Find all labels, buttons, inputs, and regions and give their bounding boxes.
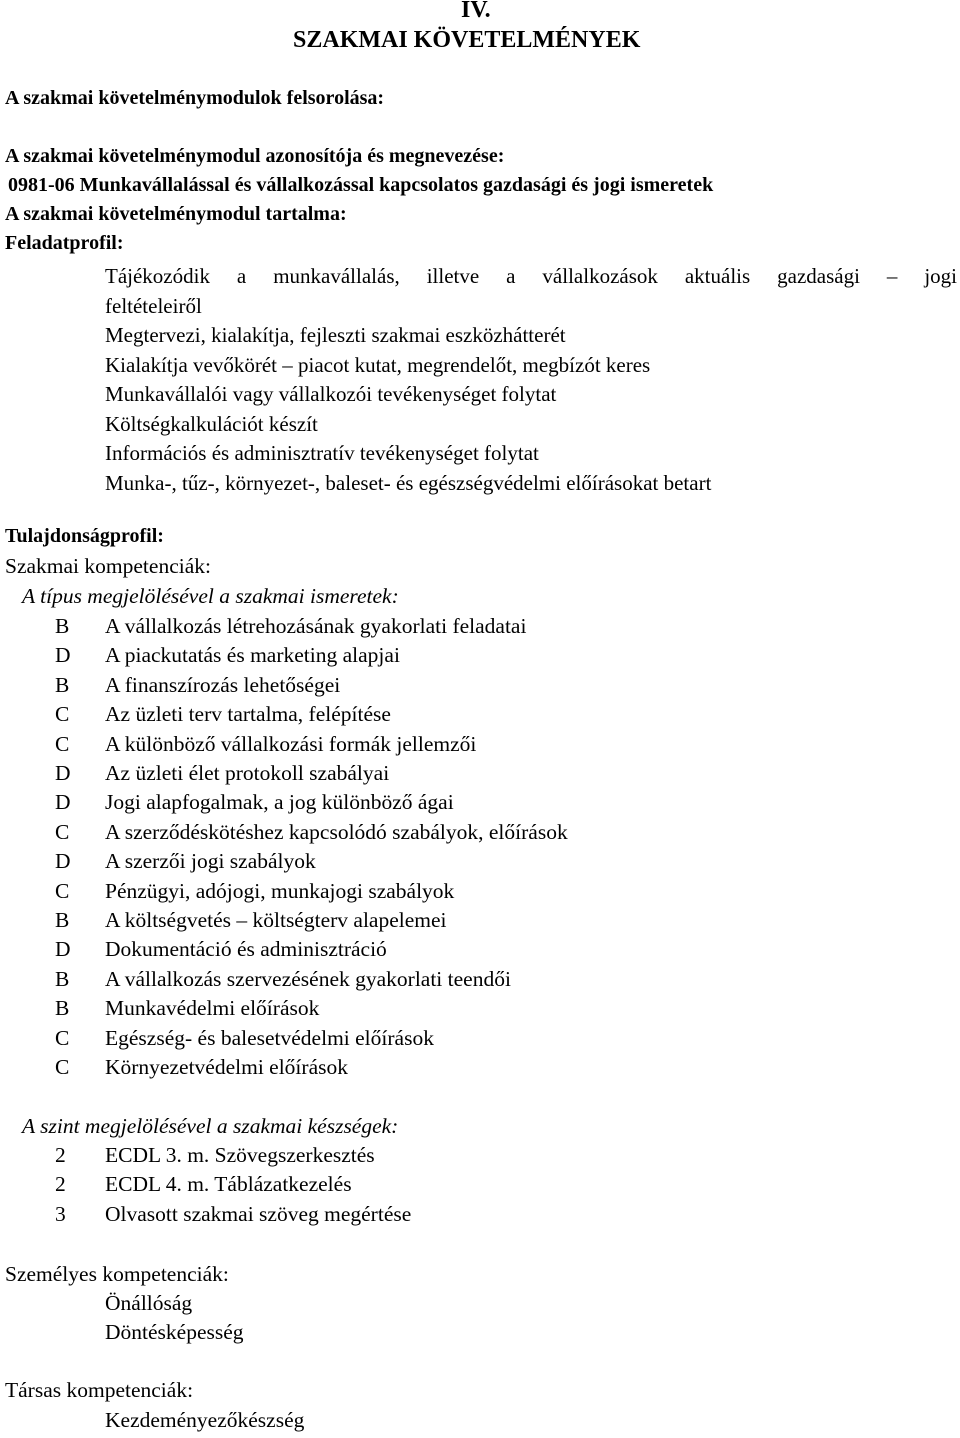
type-letter: B	[55, 908, 70, 932]
item-text: Olvasott szakmai szöveg megértése	[105, 1201, 412, 1226]
item-text: Jogi alapfogalmak, a jog különböző ágai	[105, 790, 454, 815]
level-number: 2	[55, 1143, 66, 1167]
type-letter: C	[55, 819, 70, 844]
item-text: Környezetvédelmi előírások	[105, 1055, 348, 1079]
szemelyes-item: Önállóság	[105, 1291, 193, 1315]
type-letter: B	[55, 966, 70, 991]
item-text: ECDL 3. m. Szövegszerkesztés	[105, 1143, 375, 1167]
module-id-name: 0981-06 Munkavállalással és vállalkozással kapcsolatos gazdasági és jogi ismeretek	[8, 174, 714, 196]
feladatprofil-first-line-word: aktuális	[684, 264, 751, 288]
item-text: A szerzői jogi szabályok	[105, 849, 316, 874]
feladatprofil-item: Munkavállalói vagy vállalkozói tevékenységet folytat	[105, 382, 557, 406]
level-number: 2	[55, 1172, 66, 1197]
feladatprofil-first-line-word: a	[506, 264, 516, 288]
item-text: A vállalkozás szervezésének gyakorlati teendői	[105, 966, 511, 991]
feladatprofil-first-line-word: illetve	[426, 264, 480, 288]
tarsas-item: Kezdeményezőkészség	[105, 1408, 305, 1432]
chapter-title: SZAKMAI KÖVETELMÉNYEK	[293, 27, 641, 53]
item-text: Az üzleti élet protokoll szabályai	[105, 761, 390, 785]
item-text: ECDL 4. m. Táblázatkezelés	[105, 1172, 352, 1197]
type-letter: C	[55, 1055, 70, 1079]
feladatprofil-first-line-word: munkavállalás,	[273, 264, 400, 288]
szakmai-ismeretek-heading: A típus megjelölésével a szakmai ismeretek:	[22, 584, 399, 608]
type-letter: D	[55, 643, 71, 668]
modules-heading: A szakmai követelménymodulok felsorolása:	[5, 87, 385, 109]
feladatprofil-item: Munka-, tűz-, környezet-, baleset- és egészségvédelmi előírásokat betart	[105, 470, 712, 495]
item-text: A finanszírozás lehetőségei	[105, 672, 341, 697]
item-text: Pénzügyi, adójogi, munkajogi szabályok	[105, 878, 455, 903]
item-text: A költségvetés – költségterv alapelemei	[105, 908, 447, 932]
type-letter: B	[55, 996, 70, 1021]
feladatprofil-first-line-word: Tájékozódik	[105, 264, 210, 288]
szemelyes-item: Döntésképesség	[105, 1320, 244, 1344]
item-text: Munkavédelmi előírások	[105, 996, 320, 1021]
item-text: A piackutatás és marketing alapjai	[105, 643, 400, 668]
type-letter: D	[55, 790, 71, 815]
level-number: 3	[55, 1201, 66, 1226]
type-letter: B	[55, 614, 70, 638]
type-letter: D	[55, 849, 71, 874]
feladatprofil-first-line-word: –	[886, 264, 898, 288]
item-text: Dokumentáció és adminisztráció	[105, 937, 387, 962]
feladatprofil-first-line-continuation: feltételeiről	[105, 293, 202, 318]
module-id-heading: A szakmai követelménymodul azonosítója és megnevezése:	[5, 145, 505, 167]
type-letter: D	[55, 937, 71, 962]
type-letter: D	[55, 761, 71, 785]
feladatprofil-list	[105, 262, 957, 498]
feladatprofil-first-line-word: vállalkozások	[542, 264, 658, 288]
szakmai-keszsegek-heading: A szint megjelölésével a szakmai készségek:	[22, 1114, 399, 1138]
feladatprofil-item: Információs és adminisztratív tevékenységet folytat	[105, 441, 539, 465]
item-text: A szerződéskötéshez kapcsolódó szabályok, előírások	[105, 819, 568, 844]
feladatprofil-item: Költségkalkulációt készít	[105, 411, 318, 436]
feladatprofil-first-line	[105, 262, 957, 292]
type-letter: C	[55, 731, 70, 756]
type-letter: C	[55, 702, 70, 727]
type-letter: C	[55, 1025, 70, 1050]
item-text: A különböző vállalkozási formák jellemzői	[105, 731, 477, 756]
feladatprofil-first-line-word: a	[236, 264, 247, 288]
item-text: Az üzleti terv tartalma, felépítése	[105, 702, 391, 727]
feladatprofil-first-line-word: jogi	[924, 264, 957, 288]
item-text: A vállalkozás létrehozásának gyakorlati feladatai	[105, 614, 527, 638]
item-text: Egészség- és balesetvédelmi előírások	[105, 1025, 434, 1050]
tarsas-kompetenciak-heading: Társas kompetenciák:	[5, 1378, 194, 1402]
tulajdonsagprofil-heading: Tulajdonságprofil:	[5, 525, 164, 547]
feladatprofil-item: Kialakítja vevőkörét – piacot kutat, megrendelőt, megbízót keres	[105, 352, 651, 377]
feladatprofil-first-line-word: gazdasági	[777, 264, 860, 288]
type-letter: C	[55, 878, 70, 903]
feladatprofil-heading: Feladatprofil:	[5, 232, 124, 254]
szakmai-kompetenciak-heading: Szakmai kompetenciák:	[5, 554, 211, 578]
type-letter: B	[55, 672, 70, 697]
feladatprofil-item: Megtervezi, kialakítja, fejleszti szakmai eszközhátterét	[105, 323, 566, 347]
szemelyes-kompetenciak-heading: Személyes kompetenciák:	[5, 1262, 229, 1286]
module-content-heading: A szakmai követelménymodul tartalma:	[5, 203, 347, 225]
chapter-number: IV.	[461, 0, 491, 23]
